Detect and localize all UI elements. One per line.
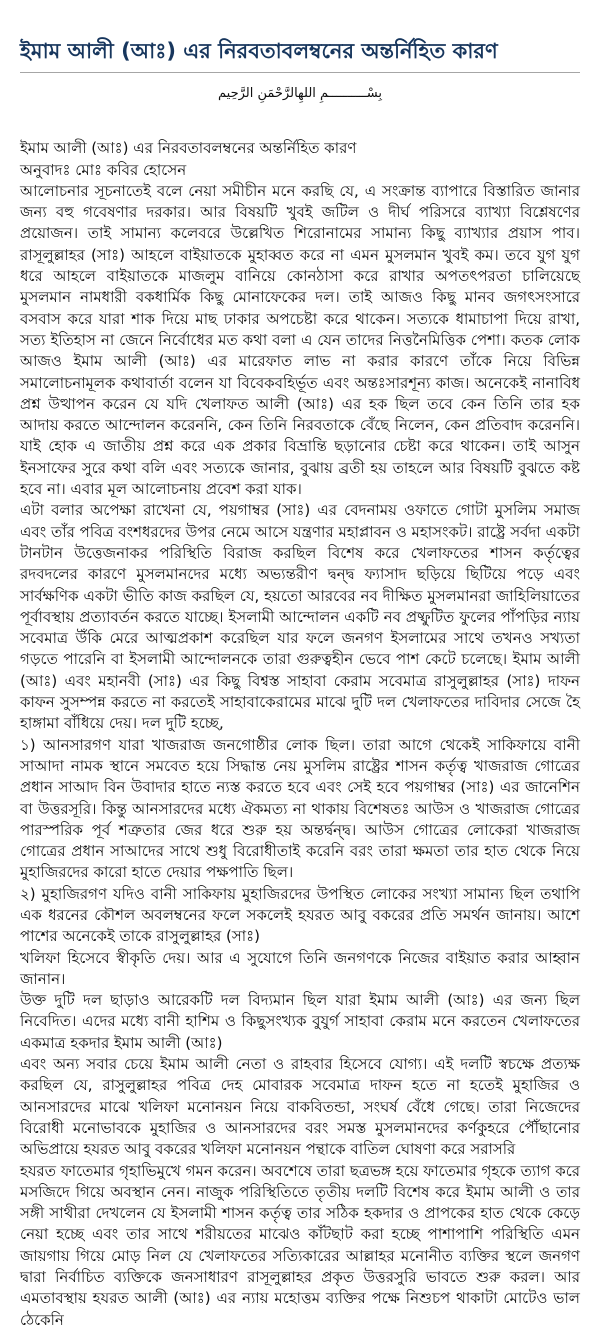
body-paragraph: খলিফা হিসেবে স্বীকৃতি দেয়। আর এ সুযোগে তিনি জনগণকে নিজের বাইয়াত করার আহ্বান জানান। bbox=[20, 948, 580, 988]
body-paragraph: আলোচনার সূচনাতেই বলে নেয়া সমীচীন মনে করছি যে, এ সংক্রান্ত ব্যাপারে বিস্তারিত জানার জন্য বহু গবেষণার দরকার। আর বিষয়টি খুবই জটিল ও দীর্ঘ পরিসরে ব্যাখ্যা বিশ্লেষণের প্রয়োজন। তাই সামান্য কলেবরে উল্লেখিত শিরোনামের সামান্য কিছু ব্যাখ্যার প্রয়াস পাব। রাসূলুল্লাহর (সাঃ) আহলে বাইয়াতকে মুহাব্বত করে না এমন মুসলমান খুবই কম। তবে যুগ যুগ ধরে আহলে বাইয়াতকে মাজলুম বানিয়ে কোনঠাসা করে রাখার অপতৎপরতা চালিয়েছে মুসলমান নামধারী বকধার্মিক কিছু মোনাফেকের দল। তাই আজও কিছু মানব জগৎসংসারে বসবাস করে যারা শাক দিয়ে মাছ ঢাকার অপচেষ্টা করে থাকেন। সত্যকে ধামাচাপা দিয়ে রাখা, সত্য ইতিহাস না জেনে নির্বোধের মত কথা বলা এ যেন তাদের নিত্তনৈমিত্তিক পেশা। কতক লোক আজও ইমাম আলী (আঃ) এর মারেফাত লাভ না করার কারণে তাঁকে নিয়ে বিভিন্ন সমালোচনামূলক কথাবার্তা বলেন যা বিবেকবহির্ভূত এবং অন্তঃসারশূন্য কাজ। অনেকেই নানাবিধ প্রশ্ন উত্থাপন করেন যে যদি খেলাফত আলী (আঃ) এর হক ছিল তবে কেন তিনি তার হক আদায় করতে আন্দোলন করেননি, কেন তিনি নিরবতাকে বেঁছে নিলেন, কেন প্রতিবাদ করেননি। যাই হোক এ জাতীয় প্রশ্ন করে এক প্রকার বিভ্রান্তি ছড়ানোর চেষ্টা করে থাকেন। তাই আসুন ইনসাফের সুরে কথা বলি এবং সত্যকে জানার, বুঝায় ব্রতী হয় তাহলে আর বিষয়টি বুঝতে কষ্ট হবে না। এবার মূল আলোচনায় প্রবেশ করা যাক। bbox=[20, 181, 580, 499]
body-paragraph: হযরত ফাতেমার গৃহাভিমুখে গমন করেন। অবশেষে তারা ছত্রভঙ্গ হয়ে ফাতেমার গৃহকে ত্যাগ করে মসজিদে গিয়ে অবস্থান নেন। নাজুক পরিস্থিতিতে তৃতীয় দলটি বিশেষ করে ইমাম আলী ও তার সঙ্গী সাথীরা দেখলেন যে ইসলামী শাসন কর্তৃত্ব তার সঠিক হকদার ও প্রাপকের হাত থেকে কেড়ে নেয়া হচ্ছে এবং তার সাথে শরীয়তের মাঝেও কাঁটছাট করা হচ্ছে পাশাপাশি পরিস্থিতি এমন জায়গায় গিয়ে মোড় নিল যে খেলাফতের সত্যিকারের আল্লাহর মনোনীত ব্যক্তির স্থলে জনগণ দ্বারা নির্বাচিত ব্যক্তিকে জনসাধারণ রাসূলুল্লাহর প্রকৃত উত্তরসুরি ভাবতে শুরু করল। আর এমতাবস্থায় হযরত আলী (আঃ) এর ন্যায় মহোত্তম ব্যক্তির পক্ষে নিশুচপ থাকাটা মোটেও ভাল ঠেকেনি bbox=[20, 1161, 580, 1329]
body-paragraph: এটা বলার অপেক্ষা রাখেনা যে, পয়গাম্বর (সাঃ) এর বেদনাময় ওফাতে গোটা মুসলিম সমাজ এবং তাঁর পবিত্র বংশধরদের উপর নেমে আসে যন্ত্রণার মহাপ্লাবন ও মহাসংকট। রাষ্ট্রে সর্বদা একটা টানটান উত্তেজনাকর পরিস্থিতি বিরাজ করছিল বিশেষ করে খেলাফতের শাসন কর্তৃত্বের রদবদলের কারণে মুসলমানদের মধ্যে অভ্যন্তরীণ দ্বন্দ্ব ফ্যাসাদ ছড়িয়ে ছিটিয়ে পড়ে এবং সার্বক্ষণিক একটা ভীতি কাজ করছিল যে, হয়তো আরবের নব দীক্ষিত মুসলমানরা জাহিলিয়াতের পূর্বাবস্থায় প্রত্যাবর্তন করতে যাচ্ছে। ইসলামী আন্দোলন একটি নব প্রষ্ফুটিত ফুলের পাঁপড়ির ন্যায় সবেমাত্র উঁকি মেরে আত্মপ্রকাশ করেছিল যার ফলে জনগণ ইসলামের সাথে তখনও সখ্যতা গড়তে পারেনি বা ইসলামী আন্দোলনকে তারা গুরুত্বহীন ভেবে পাশ কেটে চলেছে। ইমাম আলী (আঃ) এবং মহানবী (সাঃ) এর কিছু বিশ্বস্ত সাহাবা কেরাম সবেমাত্র রাসুলুল্লাহর (সাঃ) দাফন কাফন সুসম্পন্ন করতে না করতেই সাহাবাকেরামের মাঝে দুটি দল খেলাফতের দাবিদার সেজে হৈ হাঙ্গামা বাঁধিয়ে দেয়। দল দুটি হচ্ছে, bbox=[20, 501, 580, 733]
article-body bbox=[20, 138, 580, 1331]
body-paragraph: ১) আনসারগণ যারা খাজরাজ জনগোষ্ঠীর লোক ছিল। তারা আগে থেকেই সাকিফায়ে বানী সাআদা নামক স্থানে সমবেত হয়ে সিদ্ধান্ত নেয় মুসলিম রাষ্ট্রের শাসন কর্তৃত্ব খাজরাজ গোত্রের প্রধান সাআদ বিন উবাদার হাতে ন্যস্ত করতে হবে এবং সেই হবে পয়গাম্বর (সাঃ) এর জানেশিন বা উত্তরসূরি। কিন্তু আনসারদের মধ্যে ঐকমত্য না থাকায় বিশেষতঃ আউস ও খাজরাজ গোত্রের পারস্পরিক পূর্ব শত্রুতার জের ধরে শুরু হয় অন্তর্দ্বন্দ্ব। আউস গোত্রের লোকেরা খাজরাজ গোত্রের প্রধান সাআদের সাথে শুধু বিরোধীতাই করেনি বরং তারা ক্ষমতা তার হাত থেকে নিয়ে মুহাজিরদের কারো হাতে দেয়ার পক্ষপাতি ছিল। bbox=[20, 735, 580, 882]
page-title: ইমাম আলী (আঃ) এর নিরবতাবলম্বনের অন্তর্নিহিত কারণ bbox=[20, 39, 498, 63]
body-paragraph: এবং অন্য সবার চেয়ে ইমাম আলী নেতা ও রাহবার হিসেবে যোগ্য। এই দলটি স্বচক্ষে প্রত্যক্ষ করছিল যে, রাসুলুল্লাহর পবিত্র দেহ মোবারক সবেমাত্র দাফন হতে না হতেই মুহাজির ও আনসারদের মাঝে খলিফা মনোনয়ন নিয়ে বাকবিতন্ডা, সংঘর্ষ বেঁধে গেছে। তারা নিজেদের বিরোধী মনোভাবকে মুহাজির ও আনসারদের বরং সমস্ত মুসলমানদের কর্ণকুহরে পৌঁছানোর অভিপ্রায়ে হযরত আবু বকরের খলিফা মনোনয়ন পন্থাকে বাতিল ঘোষণা করে সরাসরি bbox=[20, 1055, 580, 1159]
bismillah-text: بِسْــــــــــمِ اللهِالرَّحْمَنِ الرَّحِيم bbox=[218, 86, 382, 102]
translator-credit: অনুবাদঃ মোঃ কবির হোসেন bbox=[20, 160, 187, 179]
body-paragraph: উক্ত দুটি দল ছাড়াও আরেকটি দল বিদ্যমান ছিল যারা ইমাম আলী (আঃ) এর জন্য ছিল নিবেদিত। এদের মধ্যে বানী হাশিম ও কিছুসংখ্যক বুযুর্গ সাহাবা কেরাম মনে করতেন খেলাফতের একমাত্র হকদার ইমাম আলী (আঃ) bbox=[20, 991, 580, 1052]
article-subtitle: ইমাম আলী (আঃ) এর নিরবতাবলম্বনের অন্তর্নিহিত কারণ bbox=[20, 139, 357, 158]
title-divider bbox=[20, 72, 580, 73]
body-paragraph: ২) মুহাজিরগণ যদিও বানী সাকিফায় মুহাজিরদের উপস্থিত লোকের সংখ্যা সামান্য ছিল তথাপি এক ধরনের কৌশল অবলম্বনের ফলে সকলেই হযরত আবু বকরের প্রতি সমর্থন জানায়। আশে পাশের অনেকেই তাকে রাসুলুল্লাহর (সাঃ) bbox=[20, 884, 580, 946]
